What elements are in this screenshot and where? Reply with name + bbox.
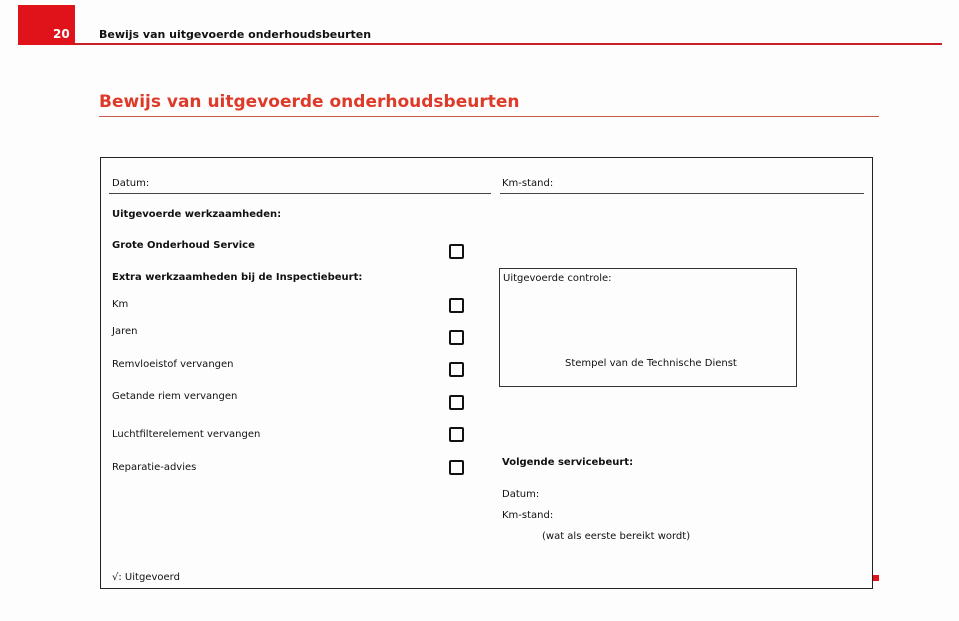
legend: √: Uitgevoerd xyxy=(112,572,180,583)
end-marker xyxy=(873,575,879,581)
item-km-label: Km xyxy=(112,299,129,310)
next-date-label: Datum: xyxy=(502,489,540,500)
km-field[interactable] xyxy=(500,193,864,194)
header-rule xyxy=(75,43,942,45)
km-label: Km-stand: xyxy=(502,178,554,189)
control-label: Uitgevoerde controle: xyxy=(503,273,612,284)
work-heading: Uitgevoerde werkzaamheden: xyxy=(112,209,282,220)
item-years-label: Jaren xyxy=(112,326,138,337)
major-service-label: Grote Onderhoud Service xyxy=(112,240,255,251)
date-label: Datum: xyxy=(112,178,150,189)
major-service-checkbox[interactable] xyxy=(449,244,464,259)
title-rule xyxy=(99,116,879,117)
item-brake-fluid-label: Remvloeistof vervangen xyxy=(112,359,234,370)
item-air-filter-label: Luchtfilterelement vervangen xyxy=(112,429,261,440)
item-timing-belt-checkbox[interactable] xyxy=(449,395,464,410)
stamp-label: Stempel van de Technische Dienst xyxy=(565,358,737,369)
service-record-form xyxy=(100,157,873,589)
next-service-heading: Volgende servicebeurt: xyxy=(502,457,634,468)
running-header: Bewijs van uitgevoerde onderhoudsbeurten xyxy=(99,28,372,41)
item-timing-belt-label: Getande riem vervangen xyxy=(112,391,238,402)
next-note: (wat als eerste bereikt wordt) xyxy=(542,531,691,542)
page-title: Bewijs van uitgevoerde onderhoudsbeurten xyxy=(99,92,520,112)
item-years-checkbox[interactable] xyxy=(449,330,464,345)
item-repair-advice-label: Reparatie-advies xyxy=(112,462,197,473)
item-km-checkbox[interactable] xyxy=(449,298,464,313)
page-number: 20 xyxy=(18,5,75,45)
item-air-filter-checkbox[interactable] xyxy=(449,427,464,442)
stamp-box xyxy=(499,268,797,387)
item-repair-advice-checkbox[interactable] xyxy=(449,460,464,475)
next-km-label: Km-stand: xyxy=(502,510,554,521)
date-field[interactable] xyxy=(109,193,491,194)
item-brake-fluid-checkbox[interactable] xyxy=(449,362,464,377)
extra-heading: Extra werkzaamheden bij de Inspectiebeurt: xyxy=(112,272,363,283)
